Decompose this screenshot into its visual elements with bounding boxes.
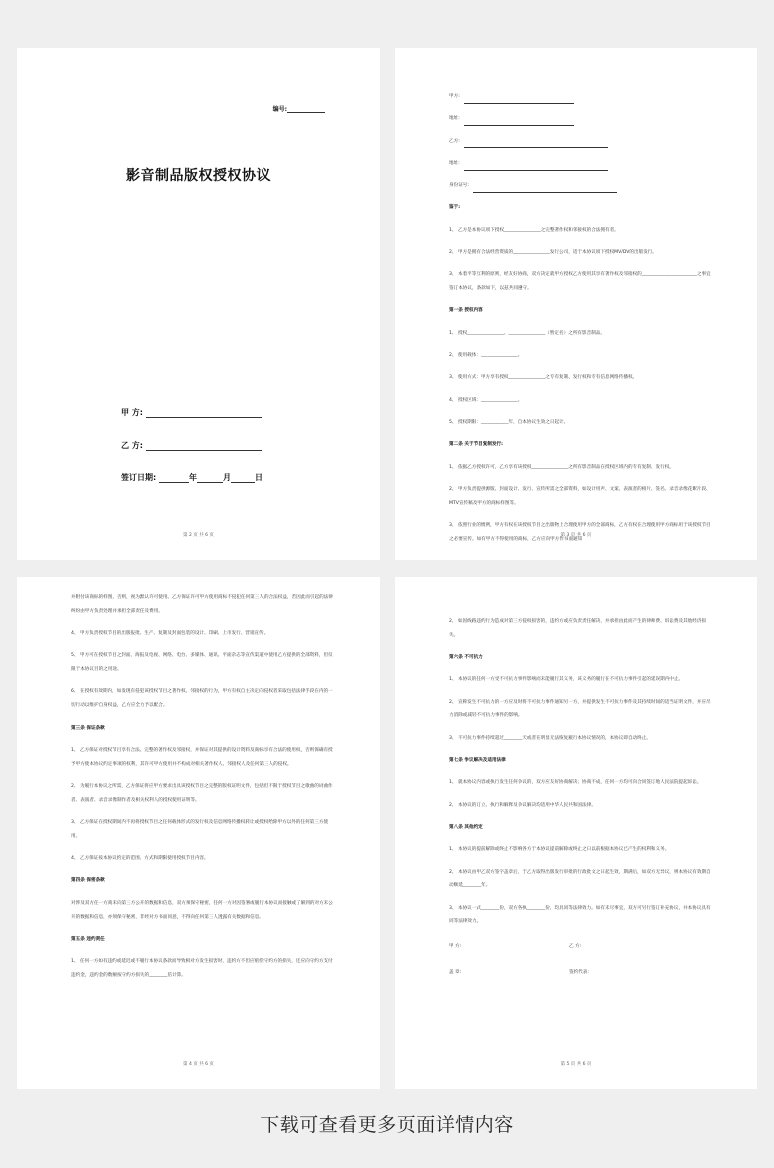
sig-seal: 盖 章:	[449, 970, 462, 976]
party-a-label: 甲 方:	[121, 408, 143, 417]
field-id-number: 身份证号:	[449, 179, 713, 193]
page-footer: 第 5 页 共 6 页	[560, 1062, 592, 1067]
article-4-text: 对涉及双方任一方商未向第三方公开的数据和信息，双方须保守秘密，任何一方对因签署或履行本协议而接触或了解到的对方未公开的数据和信息，亦须保守秘密，非经对方书面同意，不得向任何第三人透露有关数据和信息。	[71, 900, 333, 920]
article-5-heading: 第五条 违约责任	[71, 936, 105, 942]
document-title: 影音制品版权授权协议	[126, 168, 271, 184]
article-1-item: 5、 授权期限：____________年，自本协议生效之日起计。	[449, 419, 569, 425]
article-2-heading: 第二条 关于节目复制发行:	[449, 442, 503, 448]
article-1-item: 3、 使用方式：甲方享有授权________________之专有复制、发行权和专有信息网络传播权。	[449, 375, 638, 381]
sig-representative: 签约代表:	[569, 970, 589, 976]
cover-page	[17, 48, 380, 560]
party-a-line	[121, 407, 262, 418]
party-a-blank	[146, 409, 262, 418]
sig-party-a: 甲 方:	[449, 944, 462, 950]
party-b-blank	[146, 442, 262, 451]
paragraph: 并附付该商标的样图，否则，视为默认许可使用。乙方保证许可甲方使用商标不侵犯任何第三人的合法权益，若因此而引起的法律纠纷由甲方负责处理并承担全部责任及费用。	[71, 595, 333, 614]
recital-2: 2、 甲方是拥有合法经营资质的________________发行公司，适于本协议项下授权MV/DV的出版发行。	[449, 250, 657, 256]
paragraph: 4、 甲方负责授权节目的出版报批、生产、复制及封面包装的设计、印刷、上市发行、营销宣传。	[71, 631, 269, 637]
paragraph: 6、 在授权有效期内，如发现有侵犯该授权节目之著作权、邻接权的行为，甲方有权自主决定向侵权者采取包括法律手段在内的一切行动以维护自身权益，乙方应全力予以配合。	[71, 689, 333, 709]
agreement-page-2	[395, 48, 757, 560]
paragraph: 2、 如因线路违约行为造成对第三方侵权损害的，违约方或应负责责任解决，并承担由此而产生的律师费、诉讼费及其他经济损失。	[449, 619, 707, 638]
sign-date-label: 签订日期:	[121, 473, 157, 482]
page-footer: 第 4 页 共 6 页	[183, 1062, 214, 1067]
month-label: 月	[223, 473, 231, 482]
article-6-heading: 第六条 不可抗力	[449, 655, 483, 661]
field-party-b: 乙方:	[449, 135, 713, 149]
page-footer: 第 2 页 共 6 页	[183, 533, 214, 538]
sign-date-line	[121, 472, 263, 483]
article-7-item: 2、 本协议的订立、执行和解释及争议解决均适用中华人民共和国法律。	[449, 802, 596, 808]
article-7-item: 1、 就本协议内容或执行发生任何争议的，双方应友好协商解决；协商不成，任何一方均可向合同签订地人民法院提起诉讼。	[449, 780, 702, 786]
download-caption[interactable]: 下载可查看更多页面详情内容	[260, 1114, 514, 1136]
sig-party-b: 乙 方:	[569, 944, 582, 950]
paragraph: 5、 甲方可在授权节目之封面、海报及电视、网络、电台、多媒体、通讯、平面杂志等宣传渠道中使用乙方提供的全部资料，但仅限于本协议目的之用途。	[71, 653, 333, 673]
field-party-a: 甲方:	[449, 90, 713, 104]
day-label: 日	[255, 473, 263, 482]
party-b-line	[121, 440, 262, 451]
article-4-heading: 第四条 保密条款	[71, 878, 105, 884]
serial-label: 编号:	[272, 106, 287, 113]
serial-blank	[287, 107, 325, 113]
article-2-item: 1、 依据乙方授权许可，乙方享有该授权________________之所有影音制品在授权区域内的专有复制、发行权。	[449, 464, 674, 470]
agreement-page-4	[395, 577, 757, 1089]
article-3-item: 1、 乙方保证对授权节目享有合法、完整的著作权及邻接权，并保证对其提供的设计资料及商标享有合法的使用权，否则保确有授予甲方使本协议约定事项的权利，其许可甲方使用并不构成对相关著作权人、邻接权人及任何第三人的侵权。	[71, 747, 333, 767]
article-6-item: 1、 本协议的任何一方受不可抗力事件影响而未能履行其义务，该义务的履行在不可抗力事件引起的延误期内中止。	[449, 677, 684, 683]
article-7-heading: 第七条 争议解决及适用法律	[449, 758, 506, 764]
article-8-item: 1、 本协议的提前解除或终止不影响各方于本协议提前解除或终止之日以前根据本协议已产生的权利和义务。	[449, 847, 670, 853]
article-5-text: 1、 任何一方如有违约或延迟或不履行本协议条款而导致相对方发生损害时，违约方不但应赔偿守约方的损失，还应向守约方支付违约金，违约金的数额按守约方损失的________倍计算。	[71, 959, 333, 978]
article-3-item: 2、 为履行本协议之所需，乙方保证将应甲方要求出具该授权节目之完整的版权证明文件，包括但不限于授权节目之歌曲的词曲作者、表演者、录音录像制作者及相关权利人的授权使用证明等。	[71, 783, 333, 803]
article-1-item: 4、 授权区域：________________。	[449, 397, 523, 403]
article-1-item: 2、 使用载体：________________。	[449, 353, 523, 359]
article-1-item: 1、 授权________________、________________（暂定名）之所有影音制品。	[449, 330, 605, 336]
article-1-heading: 第一条 授权内容	[449, 308, 483, 314]
field-address-b: 地址:	[449, 157, 713, 171]
article-6-item: 2、 宣称发生不可抗力的一方应及时将不可抗力事件通知另一方，并提供发生不可抗力事件及其持续时间的适当证明文件，并应尽力消除或减轻不可抗力事件的影响。	[449, 699, 711, 719]
article-3-heading: 第三条 保证条款	[71, 725, 105, 731]
day-blank	[231, 474, 255, 483]
month-blank	[197, 474, 223, 483]
article-8-heading: 第八条 其他约定	[449, 824, 483, 830]
article-8-item: 2、 本协议由甲乙双方签字盖章后，于乙方取得出版发行审批的行政批文之日起生效，期满后，如双方无异议，则本协议有效期自动顺延________年。	[449, 869, 711, 889]
year-label: 年	[189, 473, 197, 482]
year-blank	[159, 474, 189, 483]
page-footer: 第 3 页 共 6 页	[560, 533, 592, 538]
agreement-page-3	[17, 577, 380, 1089]
signature-block	[449, 943, 713, 1003]
article-6-item: 3、 不可抗力事件持续超过________天或者在明显无法恢复履行本协议情况的，本协议即自动终止。	[449, 735, 651, 741]
party-b-label: 乙 方:	[121, 441, 143, 450]
field-address-a: 地址:	[449, 112, 713, 126]
article-2-item: 2、 甲方负责提供源版、封面设计、发行、宣传所需之全部资料，如设计用声、文案、表演者的相片、签名、录音录像花絮片段、MTV宣传稿及甲方的商标样图等。	[449, 486, 711, 506]
article-2-item: 3、 依照行业的惯例，甲方有权在该授权节目之出版物上合理使用甲方的全部商标，乙方有权在合理使用甲方商标用于该授权节目之必要宣传。如有甲方不得使用的商标，乙方应向甲方作书面通知	[449, 522, 711, 542]
article-3-item: 4、 乙方保证按本协议约定的范围、方式和期限使用授权节目内容。	[71, 856, 209, 862]
article-8-item: 3、 本协议一式________份，双方各执________份，均具同等法律效力。如有未尽事宜，双方可另行签订补充协议，并本协议具有同等法律效力。	[449, 905, 711, 925]
recital-1: 1、 乙方是本协议项下授权________________之完整著作权和邻接权的合法拥有者。	[449, 227, 619, 233]
recital-3: 3、 本着平等互利的原则，经友好协商，双方决定就甲方授权乙方使用其享有著作权及邻接权的________________________之事宜签订本协议，条款如下，以兹共同遵守。	[449, 272, 711, 292]
recitals-heading: 鉴于:	[449, 205, 461, 211]
article-3-item: 3、 乙方保证在授权期间内不再将授权节目之任何载体形式的发行权及信息网络传播权转让或授权给除甲方以外的任何第三方使用。	[71, 820, 329, 839]
serial-number	[273, 104, 325, 113]
